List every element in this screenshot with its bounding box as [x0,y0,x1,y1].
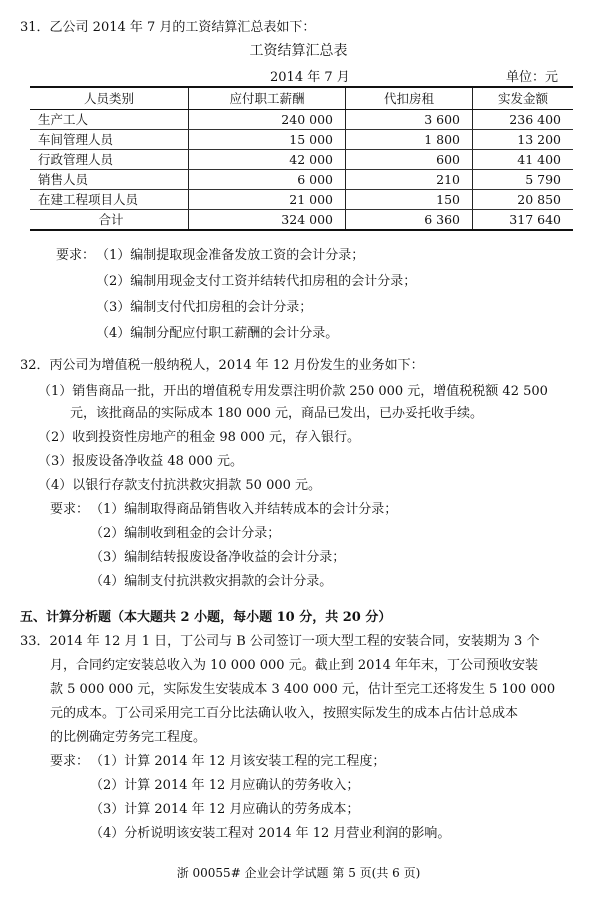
table-cell: 15 000 [189,130,346,150]
table-cell: 324 000 [189,210,346,231]
table-cell: 41 400 [473,150,574,170]
table-row [30,170,573,190]
requirement-item: （3）编制支付代扣房租的会计分录； [96,300,313,315]
column-header: 应付职工薪酬 [189,87,346,110]
table-cell: 150 [346,190,473,210]
question-32-stem: 32．丙公司为增值税一般纳税人，2014 年 12 月份发生的业务如下： [20,358,424,373]
table-cell: 1 800 [346,130,473,150]
requirement-item: （2）计算 2014 年 12 月应确认的劳务收入； [90,778,360,793]
table-cell: 3 600 [346,110,473,130]
question-33-line: 元的成本。丁公司采用完工百分比法确认收入，按照实际发生的成本占估计总成本 [50,706,519,721]
requirements-label: 要求： [50,502,90,517]
table-row [30,110,573,130]
table-cell: 6 360 [346,210,473,231]
table-cell: 生产工人 [30,110,189,130]
table-cell: 20 850 [473,190,574,210]
table-cell: 317 640 [473,210,574,231]
table-cell: 销售人员 [30,170,189,190]
business-item: （3）报废设备净收益 48 000 元。 [38,454,244,469]
question-31-stem: 31．乙公司 2014 年 7 月的工资结算汇总表如下： [20,20,316,35]
business-item: （2）收到投资性房地产的租金 98 000 元，存入银行。 [38,430,361,445]
requirement-item: （4）编制支付抗洪救灾捐款的会计分录。 [90,574,333,589]
table-date: 2014 年 7 月 [270,70,350,85]
table-cell: 42 000 [189,150,346,170]
question-33-line: 的比例确定劳务完工程度。 [50,730,207,745]
requirement-item: （4）编制分配应付职工薪酬的会计分录。 [96,326,339,341]
table-cell: 5 790 [473,170,574,190]
table-header-row [30,87,573,110]
table-cell: 6 000 [189,170,346,190]
table-row [30,150,573,170]
question-33-line: 款 5 000 000 元，实际发生安装成本 3 400 000 元，估计至完工还将发生 5 100 000 [50,682,556,697]
requirement-item: （1）编制提取现金准备发放工资的会计分录； [96,248,365,263]
business-item: （4）以银行存款支付抗洪救灾捐款 50 000 元。 [38,478,322,493]
table-cell: 13 200 [473,130,574,150]
question-33-line: 月，合同约定安装总收入为 10 000 000 元。截止到 2014 年年末，丁公司预收安装 [50,658,539,673]
table-unit: 单位：元 [506,70,559,85]
table-title: 工资结算汇总表 [249,43,348,59]
table-row [30,130,573,150]
section-heading: 五、计算分析题（本大题共 2 小题，每小题 10 分，共 20 分） [20,610,392,625]
table-cell: 合计 [30,210,189,231]
column-header: 实发金额 [473,87,574,110]
business-item-continued: 元，该批商品的实际成本 180 000 元，商品已发出，已办妥托收手续。 [70,406,484,421]
question-33-line: 33．2014 年 12 月 1 日，丁公司与 B 公司签订一项大型工程的安装合同，安装期为 3 个 [20,634,540,649]
table-cell: 600 [346,150,473,170]
requirement-item: （4）分析说明该安装工程对 2014 年 12 月营业利润的影响。 [90,826,451,841]
requirements-label: 要求： [50,754,90,769]
table-cell: 行政管理人员 [30,150,189,170]
table-cell: 210 [346,170,473,190]
table-cell: 240 000 [189,110,346,130]
table-cell: 在建工程项目人员 [30,190,189,210]
column-header: 人员类别 [30,87,189,110]
requirement-item: （3）计算 2014 年 12 月应确认的劳务成本； [90,802,360,817]
business-item: （1）销售商品一批，开出的增值税专用发票注明价款 250 000 元，增值税税额 42 500 [38,384,548,399]
requirements-label: 要求： [56,248,96,263]
table-cell: 21 000 [189,190,346,210]
table-cell: 车间管理人员 [30,130,189,150]
wage-summary-table [30,86,573,231]
table-cell: 236 400 [473,110,574,130]
requirement-item: （3）编制结转报废设备净收益的会计分录； [90,550,346,565]
page-footer: 浙 00055# 企业会计学试题 第 5 页(共 6 页) [176,866,421,880]
requirement-item: （2）编制用现金支付工资并结转代扣房租的会计分录； [96,274,417,289]
table-total-row [30,210,573,231]
requirement-item: （1）计算 2014 年 12 月该安装工程的完工程度； [90,754,386,769]
requirement-item: （2）编制收到租金的会计分录； [90,526,281,541]
column-header: 代扣房租 [346,87,473,110]
table-row [30,190,573,210]
requirement-item: （1）编制取得商品销售收入并结转成本的会计分录； [90,502,398,517]
